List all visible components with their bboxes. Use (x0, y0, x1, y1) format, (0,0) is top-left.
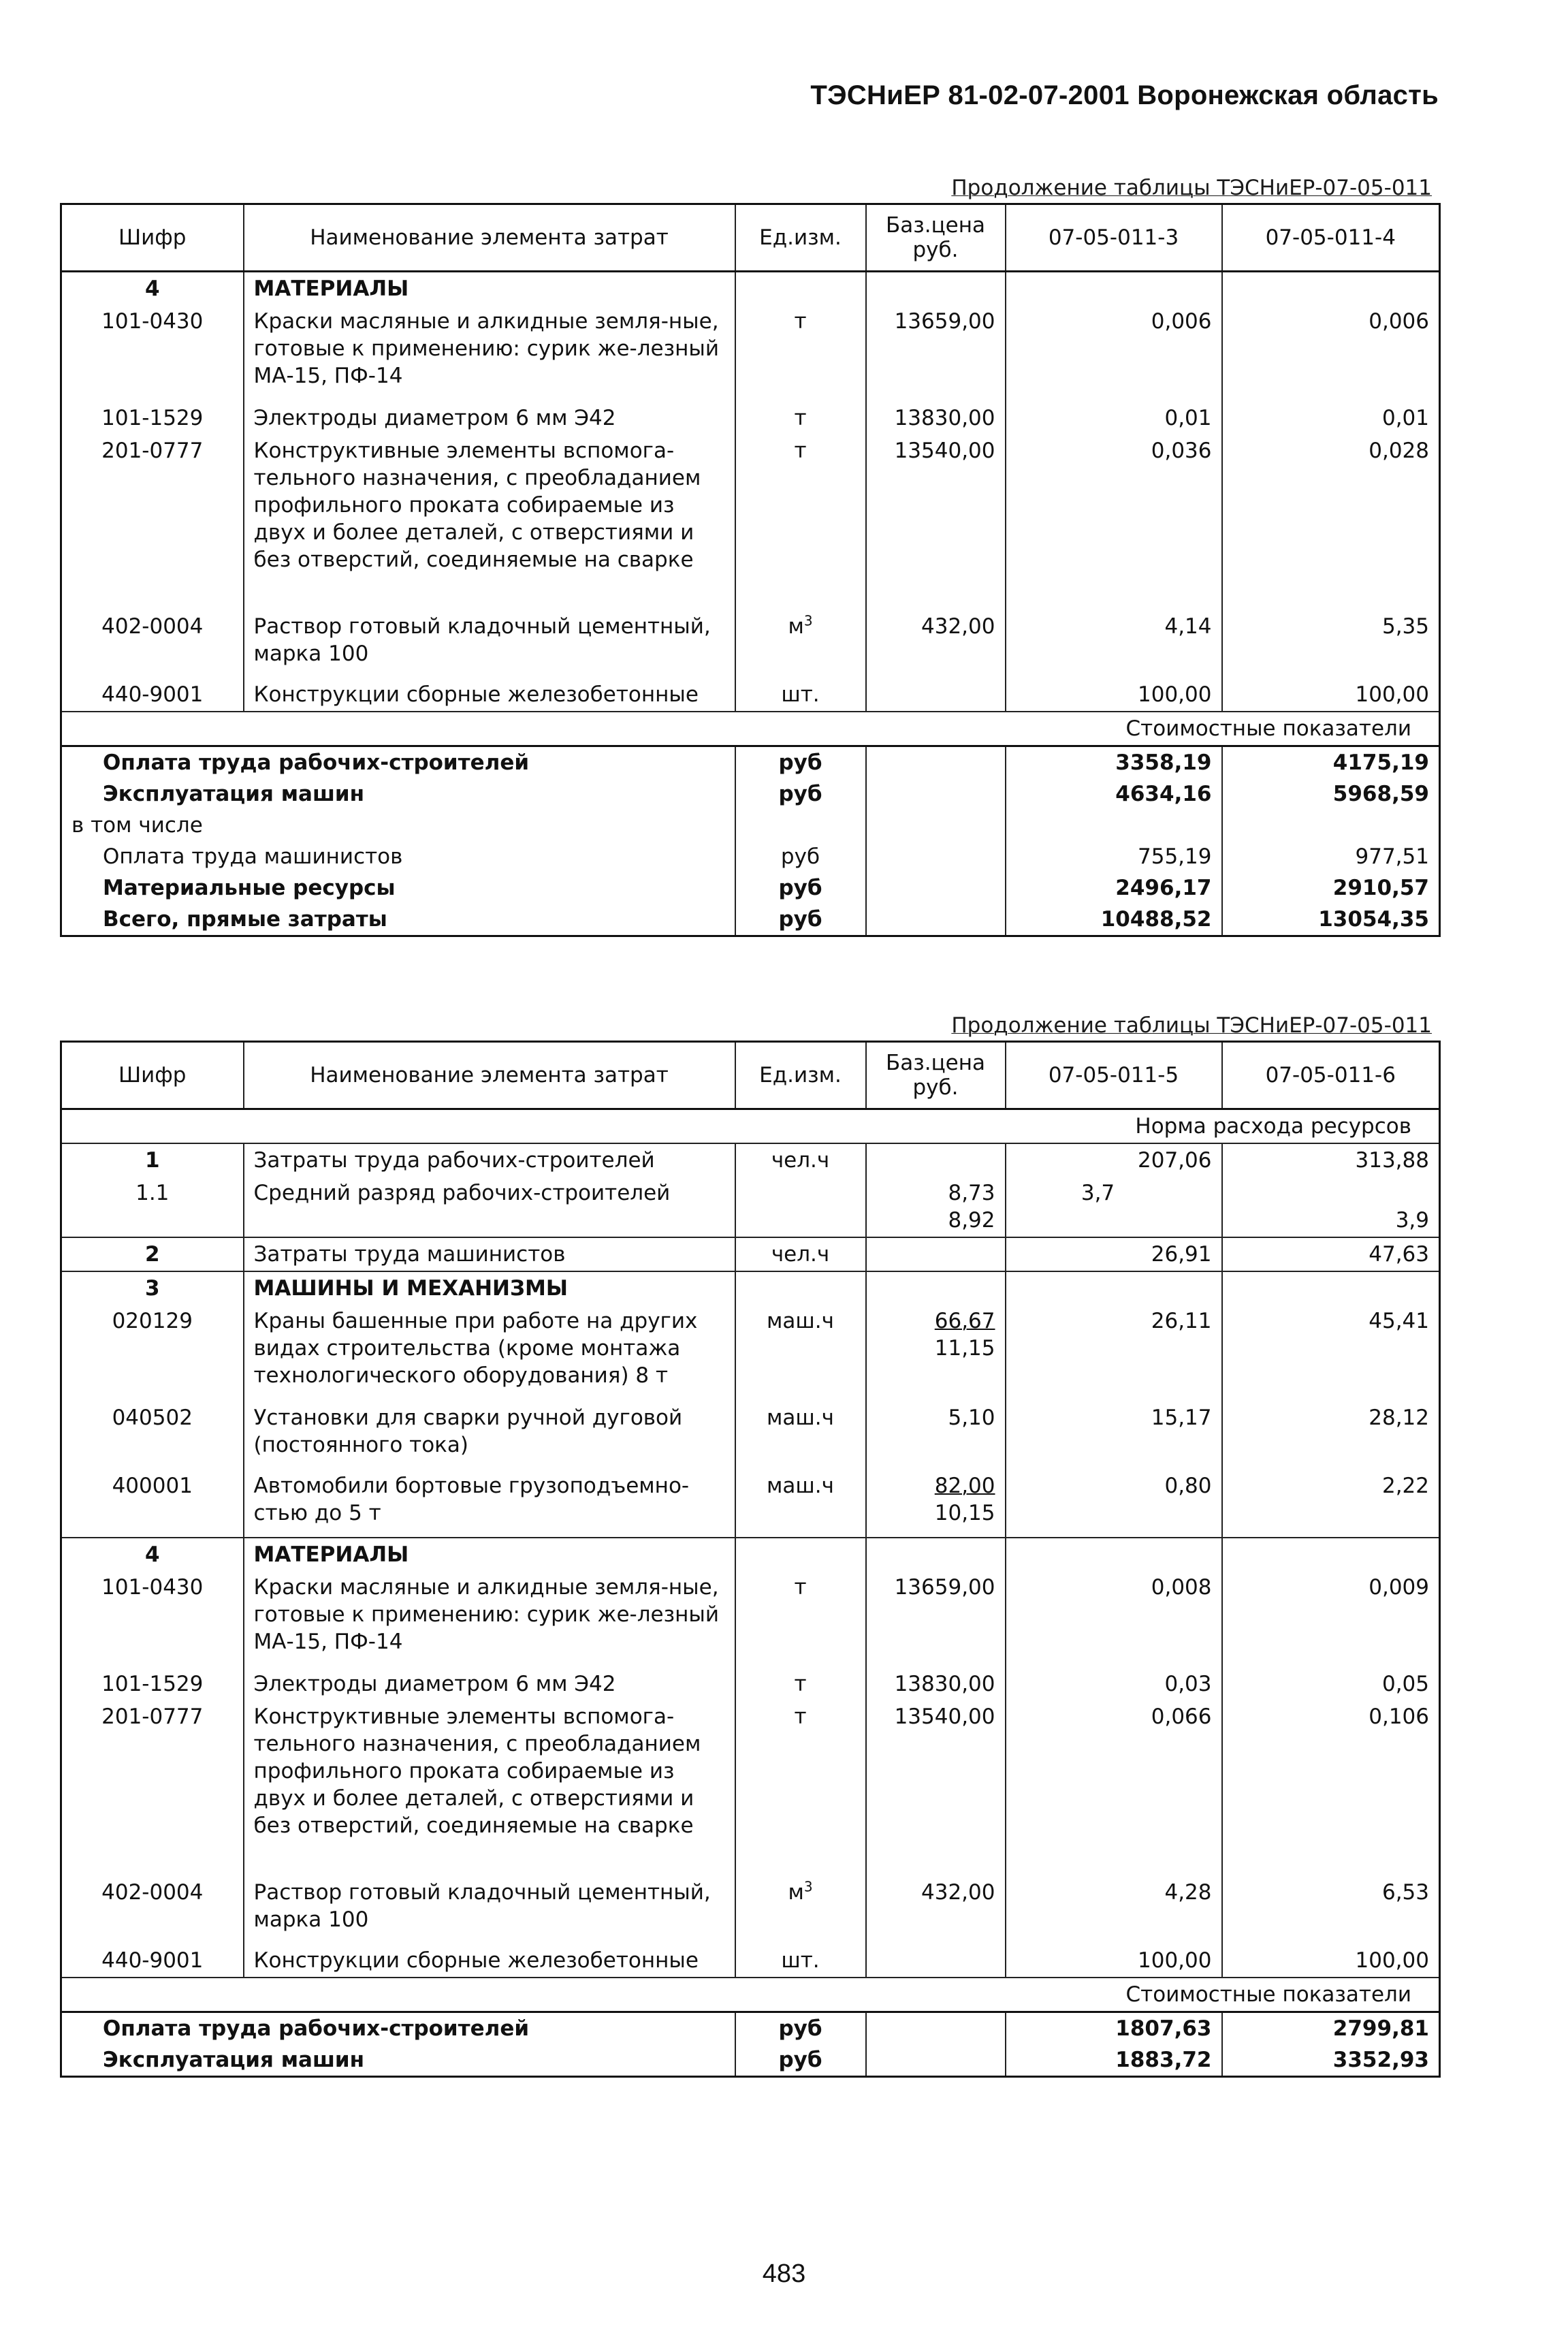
row-name: Электроды диаметром 6 мм Э42 (244, 402, 735, 434)
row-value-2: 100,00 (1222, 678, 1440, 712)
table2-caption: Продолжение таблицы ТЭСНиЕР-07-05-011 (951, 1013, 1432, 1038)
row-name: Средний разряд рабочих-строителей (244, 1177, 735, 1237)
summary-row (61, 904, 1440, 936)
summary-name: Оплата труда рабочих-строителей (61, 746, 735, 779)
band-row (61, 1978, 1440, 2012)
row-value-2: 5,35 (1222, 610, 1440, 678)
section-row (61, 1538, 1440, 1571)
table-row (61, 1470, 1440, 1538)
row-price (866, 1944, 1006, 1978)
summary-value-2: 4175,19 (1222, 746, 1440, 779)
row-value-1: 15,17 (1006, 1401, 1222, 1470)
summary-row (61, 841, 1440, 872)
row-unit: маш.ч (735, 1470, 866, 1538)
summary-value-2: 977,51 (1222, 841, 1440, 872)
table-row (61, 1143, 1440, 1177)
row-value-2: 100,00 (1222, 1944, 1440, 1978)
row-price: 5,10 (866, 1401, 1006, 1470)
row-price: 13540,00 (866, 1700, 1006, 1876)
summary-unit: руб (735, 872, 866, 904)
table-row (61, 678, 1440, 712)
summary-unit: руб (735, 778, 866, 810)
summary-unit: руб (735, 841, 866, 872)
row-value-1: 26,91 (1006, 1237, 1222, 1271)
unit-m3: $м^3$ (788, 1878, 813, 1905)
summary-value-2: 2910,57 (1222, 872, 1440, 904)
table-row (61, 610, 1440, 678)
summary-value-2: 2799,81 (1222, 2012, 1440, 2045)
row-value-1: 207,06 (1006, 1143, 1222, 1177)
col-header-name: Наименование элемента затрат (244, 1042, 735, 1109)
table-row (61, 1177, 1440, 1237)
row-unit: чел.ч (735, 1237, 866, 1271)
row-code: 440-9001 (61, 678, 244, 712)
row-unit (735, 1876, 866, 1944)
table-row (61, 1305, 1440, 1401)
row-value-1: 0,006 (1006, 305, 1222, 402)
section-code: 3 (61, 1271, 244, 1305)
table-row (61, 305, 1440, 402)
row-value-2: 0,106 (1222, 1700, 1440, 1876)
row-value-1: 0,036 (1006, 434, 1222, 610)
row-value-1: 0,80 (1006, 1470, 1222, 1538)
row-value-2: 47,63 (1222, 1237, 1440, 1271)
section-title: МАШИНЫ И МЕХАНИЗМЫ (244, 1271, 735, 1305)
row-price (866, 678, 1006, 712)
section-title: МАТЕРИАЛЫ (244, 272, 735, 306)
row-price: 432,00 (866, 610, 1006, 678)
row-code: 402-0004 (61, 1876, 244, 1944)
summary-value-2: 13054,35 (1222, 904, 1440, 936)
row-value-1: 4,14 (1006, 610, 1222, 678)
row-unit: маш.ч (735, 1401, 866, 1470)
price-b: 10,15 (934, 1501, 995, 1525)
summary-name: Оплата труда машинистов (61, 841, 735, 872)
row-price: 13830,00 (866, 402, 1006, 434)
table1 (60, 203, 1441, 937)
row-value-1: 0,01 (1006, 402, 1222, 434)
row-price: 13659,00 (866, 1571, 1006, 1668)
section-row (61, 272, 1440, 306)
col-header-price: Баз.цена руб. (866, 1042, 1006, 1109)
table1-caption: Продолжение таблицы ТЭСНиЕР-07-05-011 (951, 176, 1432, 200)
value-b: 3,9 (1395, 1208, 1429, 1233)
band-label: Стоимостные показатели (61, 1978, 1440, 2012)
summary-name: Всего, прямые затраты (61, 904, 735, 936)
row-price (866, 1305, 1006, 1401)
band-label: Стоимостные показатели (61, 712, 1440, 746)
row-name: Раствор готовый кладочный цементный, марка 100 (244, 1876, 735, 1944)
row-name: Автомобили бортовые грузоподъемно-стью до 5 т (244, 1470, 735, 1538)
row-value-2: 45,41 (1222, 1305, 1440, 1401)
summary-name: Эксплуатация машин (61, 778, 735, 810)
row-unit: шт. (735, 1944, 866, 1978)
row-name: Конструктивные элементы вспомога-тельного назначения, с преобладанием профильного проката собираемые из двух и более деталей, с отверстиями и без отверстий, соединяемые на сварке (244, 1700, 735, 1876)
summary-value-1: 3358,19 (1006, 746, 1222, 779)
row-code: 101-0430 (61, 305, 244, 402)
col-header-unit: Ед.изм. (735, 204, 866, 272)
row-code: 400001 (61, 1470, 244, 1538)
summary-name: в том числе (61, 810, 735, 841)
row-unit: т (735, 402, 866, 434)
row-price: 13659,00 (866, 305, 1006, 402)
summary-unit: руб (735, 2044, 866, 2077)
row-name: Краны башенные при работе на других видах строительства (кроме монтажа технологического оборудования) 8 т (244, 1305, 735, 1401)
summary-unit: руб (735, 904, 866, 936)
row-code: 2 (61, 1237, 244, 1271)
row-code: 101-1529 (61, 402, 244, 434)
row-price (866, 1177, 1006, 1237)
unit-m3: $м^3$ (788, 612, 813, 639)
row-unit: т (735, 1700, 866, 1876)
row-value-2: 0,01 (1222, 402, 1440, 434)
row-price (866, 1470, 1006, 1538)
summary-value-1: 4634,16 (1006, 778, 1222, 810)
row-name: Конструкции сборные железобетонные (244, 1944, 735, 1978)
section-title: МАТЕРИАЛЫ (244, 1538, 735, 1571)
summary-row (61, 872, 1440, 904)
price-b: 8,92 (948, 1208, 995, 1233)
col-header-norm-3: 07-05-011-3 (1006, 204, 1222, 272)
row-code: 101-1529 (61, 1668, 244, 1700)
row-name: Установки для сварки ручной дуговой (постоянного тока) (244, 1401, 735, 1470)
section-code: 4 (61, 272, 244, 306)
table-row (61, 434, 1440, 610)
price-a: 8,73 (948, 1181, 995, 1205)
table-row (61, 1876, 1440, 1944)
row-value-1: 0,03 (1006, 1668, 1222, 1700)
row-unit: чел.ч (735, 1143, 866, 1177)
row-code: 1.1 (61, 1177, 244, 1237)
row-value-2: 6,53 (1222, 1876, 1440, 1944)
summary-row (61, 810, 1440, 841)
table-row (61, 1944, 1440, 1978)
row-value-1: 4,28 (1006, 1876, 1222, 1944)
summary-row (61, 2012, 1440, 2045)
table1-header-row (61, 204, 1440, 272)
col-header-norm-5: 07-05-011-5 (1006, 1042, 1222, 1109)
row-unit: шт. (735, 678, 866, 712)
summary-value-1: 1883,72 (1006, 2044, 1222, 2077)
row-value-2 (1222, 1177, 1440, 1237)
row-unit (735, 610, 866, 678)
row-value-1: 0,066 (1006, 1700, 1222, 1876)
row-value-1: 0,008 (1006, 1571, 1222, 1668)
summary-name: Материальные ресурсы (61, 872, 735, 904)
table-row (61, 1571, 1440, 1668)
row-value-1: 100,00 (1006, 678, 1222, 712)
row-code: 440-9001 (61, 1944, 244, 1978)
col-header-norm-6: 07-05-011-6 (1222, 1042, 1440, 1109)
section-code: 4 (61, 1538, 244, 1571)
summary-unit: руб (735, 746, 866, 779)
price-b: 11,15 (934, 1336, 995, 1361)
row-code: 201-0777 (61, 434, 244, 610)
row-unit: т (735, 1668, 866, 1700)
row-unit: т (735, 434, 866, 610)
row-unit: маш.ч (735, 1305, 866, 1401)
section-row (61, 1271, 1440, 1305)
row-code: 402-0004 (61, 610, 244, 678)
row-value-1: 26,11 (1006, 1305, 1222, 1401)
summary-row (61, 2044, 1440, 2077)
price-a: 82,00 (934, 1474, 995, 1498)
band-row (61, 712, 1440, 746)
col-header-norm-4: 07-05-011-4 (1222, 204, 1440, 272)
price-a: 66,67 (934, 1309, 995, 1333)
row-value-2: 28,12 (1222, 1401, 1440, 1470)
summary-name: Эксплуатация машин (61, 2044, 735, 2077)
row-value-2: 313,88 (1222, 1143, 1440, 1177)
col-header-unit: Ед.изм. (735, 1042, 866, 1109)
table-row (61, 1401, 1440, 1470)
row-name: Затраты труда машинистов (244, 1237, 735, 1271)
row-name: Конструкции сборные железобетонные (244, 678, 735, 712)
row-name: Электроды диаметром 6 мм Э42 (244, 1668, 735, 1700)
superscript: 3 (803, 612, 813, 629)
summary-value-1: 2496,17 (1006, 872, 1222, 904)
summary-name: Оплата труда рабочих-строителей (61, 2012, 735, 2045)
col-header-price: Баз.цена руб. (866, 204, 1006, 272)
superscript: 3 (803, 1878, 813, 1895)
col-header-code: Шифр (61, 1042, 244, 1109)
row-code: 1 (61, 1143, 244, 1177)
row-value-2: 2,22 (1222, 1470, 1440, 1538)
row-value-2: 0,028 (1222, 434, 1440, 610)
table-row (61, 402, 1440, 434)
summary-value-1: 1807,63 (1006, 2012, 1222, 2045)
row-code: 020129 (61, 1305, 244, 1401)
row-name: Конструктивные элементы вспомога-тельного назначения, с преобладанием профильного проката собираемые из двух и более деталей, с отверстиями и без отверстий, соединяемые на сварке (244, 434, 735, 610)
table2 (60, 1041, 1441, 2078)
row-unit: т (735, 1571, 866, 1668)
row-value-1: 3,7 (1006, 1177, 1222, 1237)
col-header-code: Шифр (61, 204, 244, 272)
band-label: Норма расхода ресурсов (61, 1109, 1440, 1144)
col-header-name: Наименование элемента затрат (244, 204, 735, 272)
summary-value-1: 10488,52 (1006, 904, 1222, 936)
row-price: 13830,00 (866, 1668, 1006, 1700)
summary-unit: руб (735, 2012, 866, 2045)
page-header-title: ТЭСНиЕР 81-02-07-2001 Воронежская область (810, 80, 1439, 110)
row-code: 201-0777 (61, 1700, 244, 1876)
summary-value-1: 755,19 (1006, 841, 1222, 872)
table2-header-row (61, 1042, 1440, 1109)
summary-row (61, 746, 1440, 779)
table-row (61, 1700, 1440, 1876)
row-value-2: 0,006 (1222, 305, 1440, 402)
row-unit: т (735, 305, 866, 402)
table-row (61, 1237, 1440, 1271)
row-price: 432,00 (866, 1876, 1006, 1944)
row-name: Краски масляные и алкидные земля-ные, готовые к применению: сурик же-лезный МА-15, ПФ-14 (244, 305, 735, 402)
row-name: Затраты труда рабочих-строителей (244, 1143, 735, 1177)
row-value-2: 0,009 (1222, 1571, 1440, 1668)
row-name: Краски масляные и алкидные земля-ные, готовые к применению: сурик же-лезный МА-15, ПФ-14 (244, 1571, 735, 1668)
row-code: 040502 (61, 1401, 244, 1470)
page-number: 483 (762, 2259, 806, 2288)
summary-row (61, 778, 1440, 810)
summary-value-2: 5968,59 (1222, 778, 1440, 810)
row-value-2: 0,05 (1222, 1668, 1440, 1700)
summary-value-2: 3352,93 (1222, 2044, 1440, 2077)
row-value-1: 100,00 (1006, 1944, 1222, 1978)
row-price: 13540,00 (866, 434, 1006, 610)
band-row (61, 1109, 1440, 1144)
row-code: 101-0430 (61, 1571, 244, 1668)
table-row (61, 1668, 1440, 1700)
row-name: Раствор готовый кладочный цементный, марка 100 (244, 610, 735, 678)
